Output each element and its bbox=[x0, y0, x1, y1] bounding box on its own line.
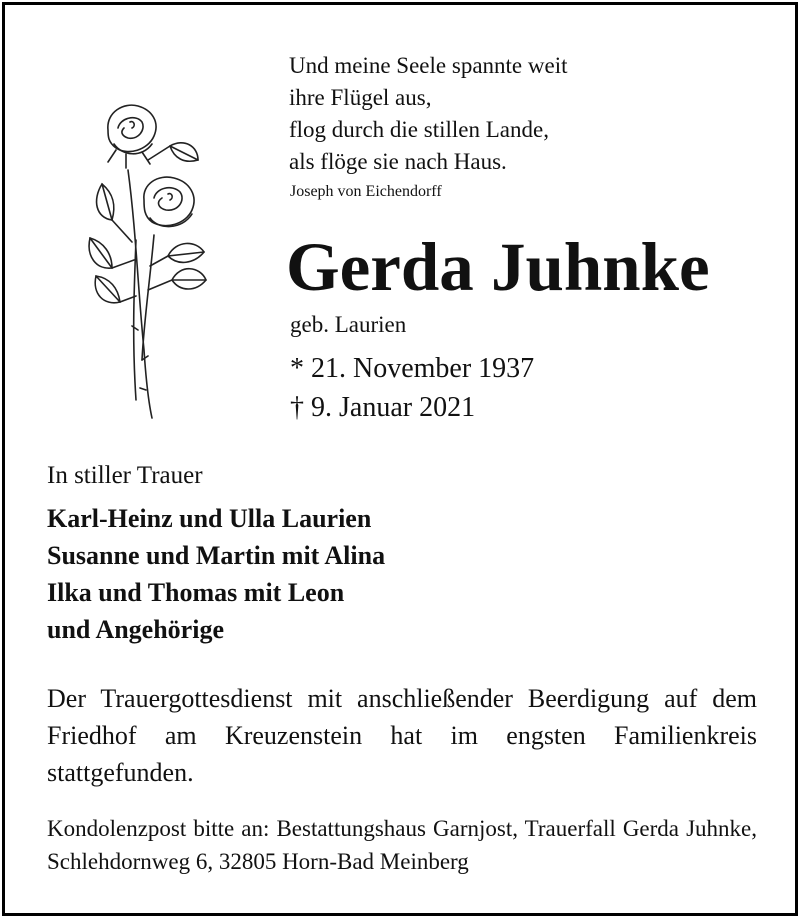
birth-date: * 21. November 1937 bbox=[290, 353, 535, 384]
poem bbox=[289, 50, 567, 178]
service-notice: Der Trauergottesdienst mit anschließender Beerdigung auf dem Friedhof am Kreuzenstein hat im engsten Familienkreis stattgefunden. bbox=[47, 684, 757, 787]
mourner-entry: Karl-Heinz und Ulla Laurien bbox=[47, 504, 372, 533]
rose-illustration bbox=[86, 100, 216, 425]
mourner-entry: Susanne und Martin mit Alina bbox=[47, 541, 386, 570]
mourner-entry: und Angehörige bbox=[47, 615, 224, 644]
poem-line: als flöge sie nach Haus. bbox=[289, 149, 507, 174]
poem-line: Und meine Seele spannte weit bbox=[289, 53, 568, 78]
mourner-entry: Ilka und Thomas mit Leon bbox=[47, 578, 345, 607]
mourning-intro: In stiller Trauer bbox=[47, 462, 203, 489]
poem-line: flog durch die stillen Lande, bbox=[289, 117, 549, 142]
mourners-list bbox=[47, 500, 385, 648]
condolence-address: Kondolenzpost bitte an: Bestattungshaus Garnjost, Trauerfall Gerda Juhnke, Schlehdornweg 6, 32805 Horn-Bad Meinberg bbox=[47, 816, 757, 874]
poem-author: Joseph von Eichendorff bbox=[290, 183, 442, 200]
deceased-name: Gerda Juhnke bbox=[286, 229, 710, 305]
death-date: † 9. Januar 2021 bbox=[290, 392, 476, 423]
maiden-name: geb. Laurien bbox=[290, 312, 407, 337]
poem-line: ihre Flügel aus, bbox=[289, 85, 432, 110]
